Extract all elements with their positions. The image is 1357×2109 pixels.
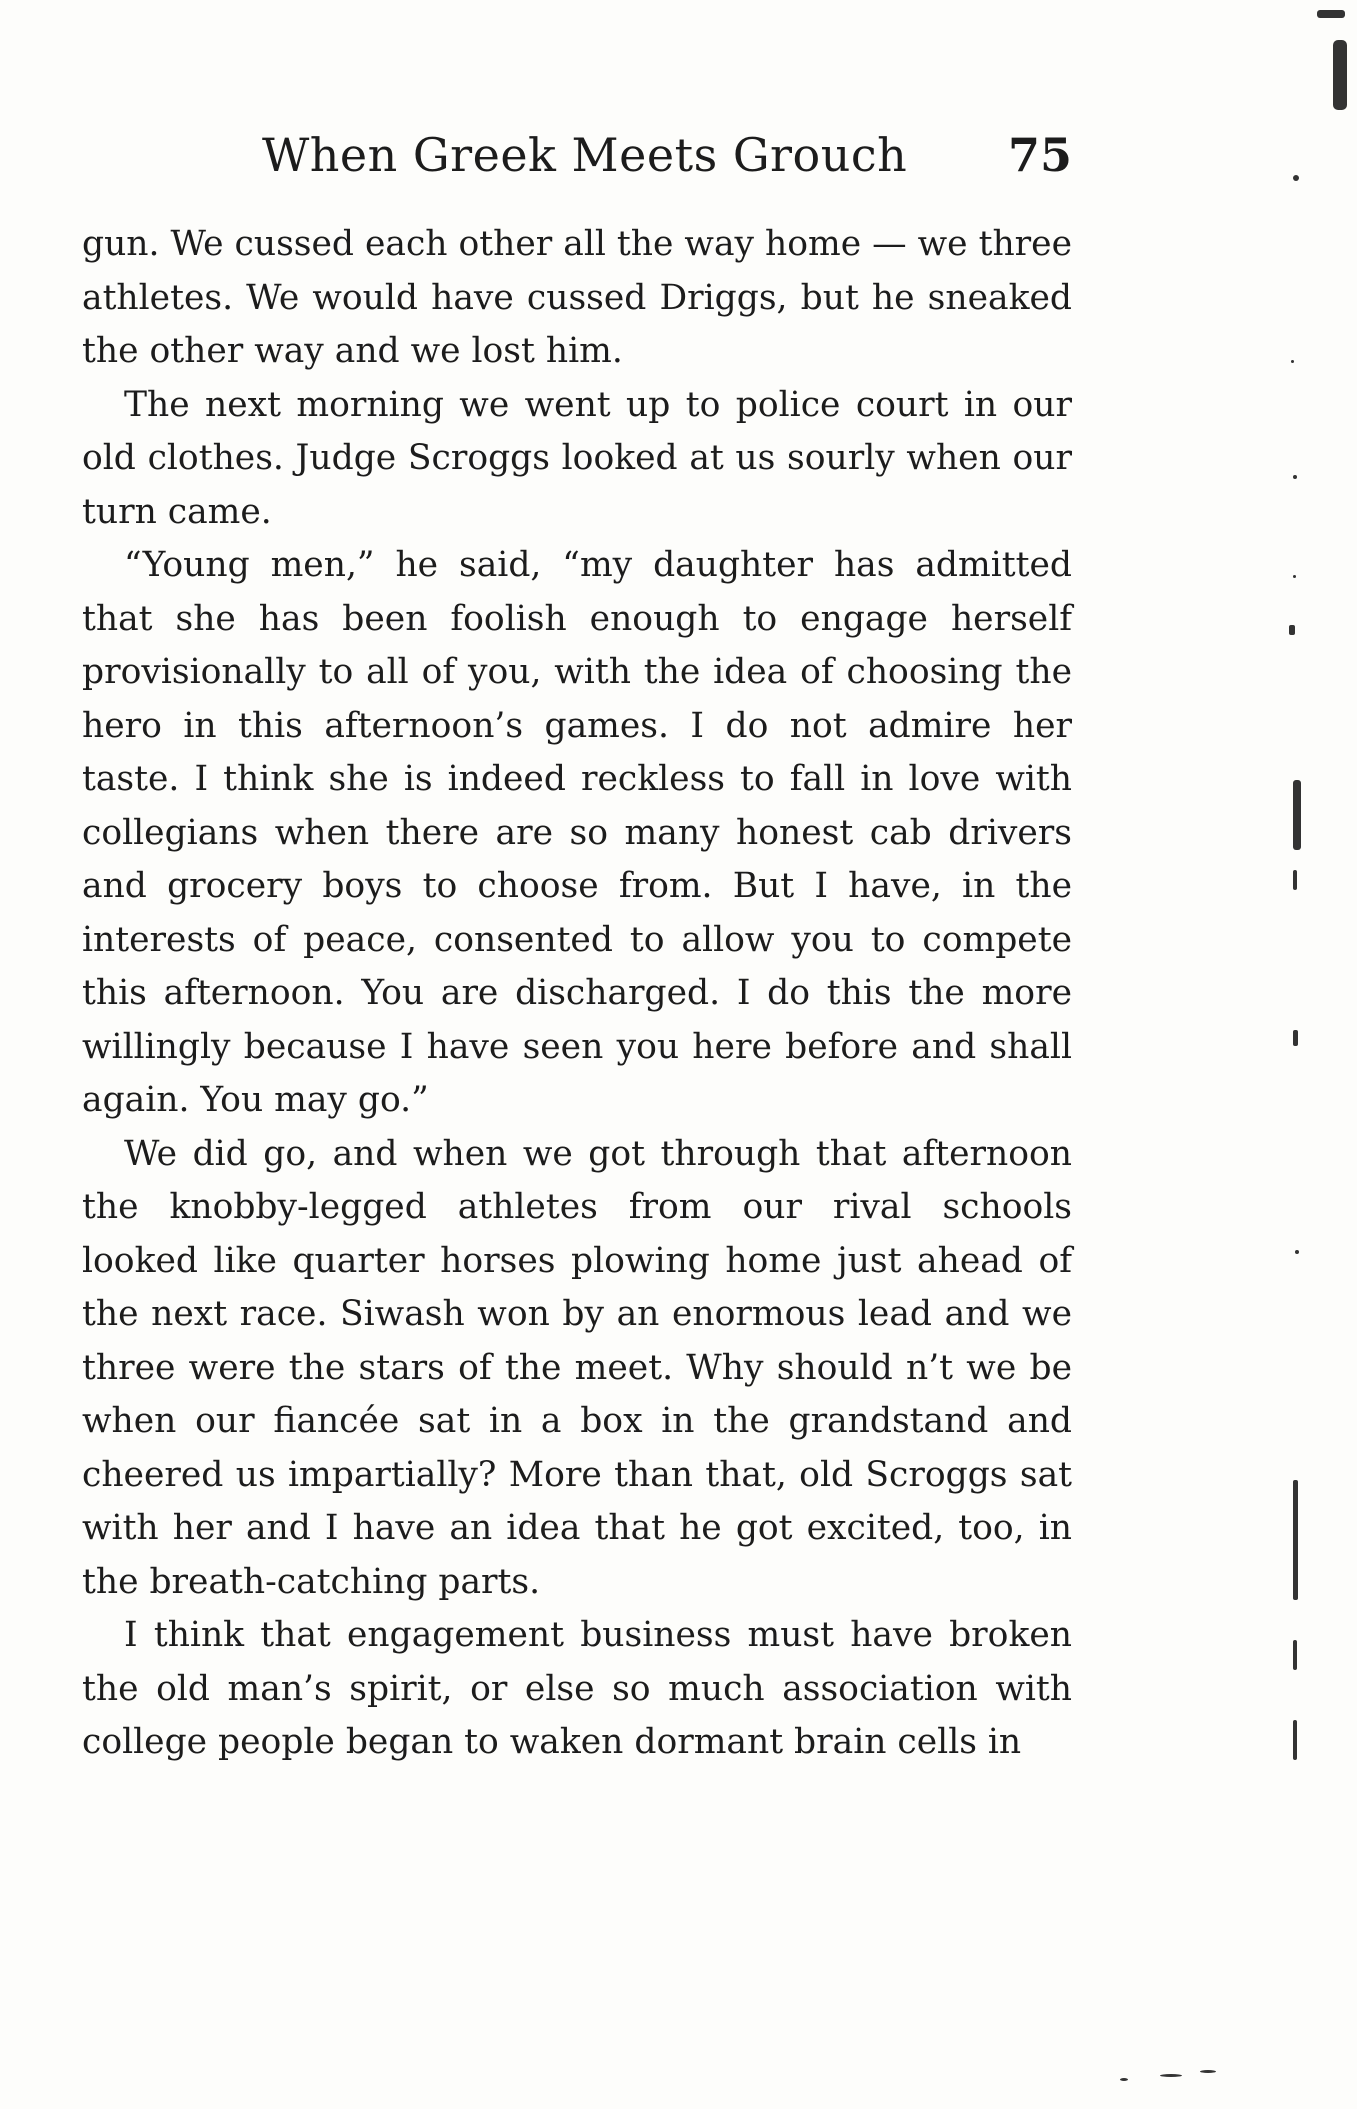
running-head xyxy=(82,128,1072,188)
paragraph: I think that engagement business must have broken the old man’s spirit, or else so much association with college people began to waken dormant brain cells in xyxy=(82,1615,1072,1762)
running-title: When Greek Meets Grouch xyxy=(262,128,908,182)
paragraph: “Young men,” he said, “my daughter has admitted that she has been foolish enough to engage herself provisionally to all of you, with the idea of choosing the hero in this afternoon’s games. I do not admire her taste. I think she is indeed reckless to fall in love with collegians when there are so many honest cab drivers and grocery boys to choose from. But I have, in the interests of peace, consented to allow you to compete this afternoon. You are discharged. I do this the more willingly because I have seen you here before and shall again. You may go.” xyxy=(82,545,1072,1120)
page-number: 75 xyxy=(1007,128,1072,182)
scan-bottom-specks xyxy=(1120,2070,1240,2090)
paragraph: The next morning we went up to police court in our old clothes. Judge Scroggs looked at us sourly when our turn came. xyxy=(82,384,1072,532)
paragraph: gun. We cussed each other all the way home — we three athletes. We would have cussed Driggs, but he sneaked the other way and we lost him. xyxy=(82,224,1072,371)
paragraph: We did go, and when we got through that afternoon the knobby-legged athletes from our rival schools looked like quarter horses plowing home just ahead of the next race. Siwash won by an enormous lead and we three were the stars of the meet. Why should n’t we be when our fiancée sat in a box in the grandstand and cheered us impartially? More than that, old Scroggs sat with her and I have an idea that he got excited, too, in the breath-catching parts. xyxy=(82,1133,1072,1602)
scan-margin-specks xyxy=(1287,0,1357,2109)
body-text xyxy=(82,218,1072,1770)
